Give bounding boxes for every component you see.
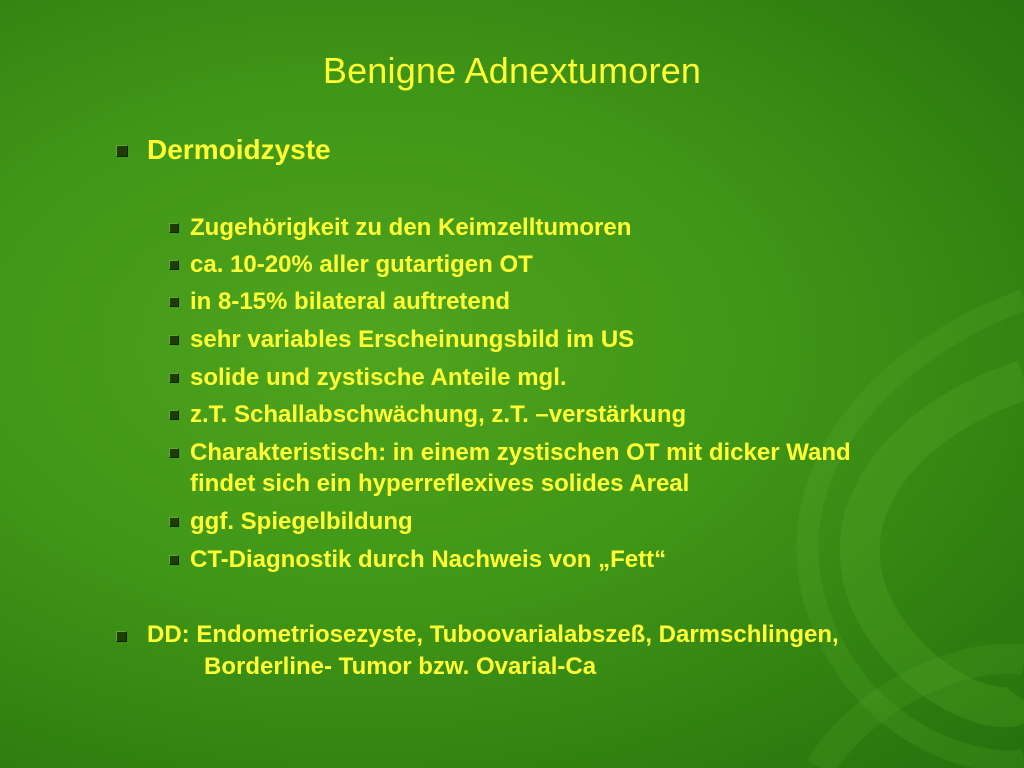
sub-point-text-line-1: Charakteristisch: in einem zystischen OT mit dicker Wand [190,439,851,466]
slide-title: Benigne Adnextumoren [322,50,702,91]
sub-point-3 [190,286,510,317]
square-bullet-icon [116,631,127,642]
sub-point-6 [190,399,686,430]
square-bullet-icon [169,517,179,527]
square-bullet-icon [169,373,179,383]
sub-point-8 [190,506,413,537]
sub-point-text: ggf. Spiegelbildung [190,508,413,535]
sub-point-text: solide und zystische Anteile mgl. [190,364,567,391]
sub-point-2 [190,249,533,280]
main-point [147,134,331,166]
square-bullet-icon [169,297,179,307]
dd-line-2: Borderline- Tumor bzw. Ovarial-Ca [204,653,597,680]
sub-point-text: in 8-15% bilateral auftretend [190,288,511,315]
sub-point-9 [190,544,666,575]
square-bullet-icon [169,448,179,458]
sub-point-5 [190,362,567,393]
sub-point-text: Zugehörigkeit zu den Keimzelltumoren [190,214,632,241]
sub-point-7 [190,437,851,499]
square-bullet-icon [169,410,179,420]
sub-point-text: CT-Diagnostik durch Nachweis von „Fett“ [190,546,667,573]
sub-point-text: ca. 10-20% aller gutartigen OT [190,251,533,278]
sub-point-text-line-2: findet sich ein hyperreflexives solides Areal [190,470,690,497]
square-bullet-icon [116,145,128,157]
sub-point-text: z.T. Schallabschwächung, z.T. –verstärkung [190,401,687,428]
dd-line-1: DD: Endometriosezyste, Tuboovarialabszeß, Darmschlingen, [147,621,839,648]
sub-point-4 [190,324,634,355]
sub-point-1 [190,212,631,243]
square-bullet-icon [169,260,179,270]
square-bullet-icon [169,555,179,565]
square-bullet-icon [169,335,179,345]
sub-point-text: sehr variables Erscheinungsbild im US [190,326,635,353]
differential-diagnosis [147,619,839,683]
main-point-text: Dermoidzyste [147,134,331,165]
square-bullet-icon [169,223,179,233]
